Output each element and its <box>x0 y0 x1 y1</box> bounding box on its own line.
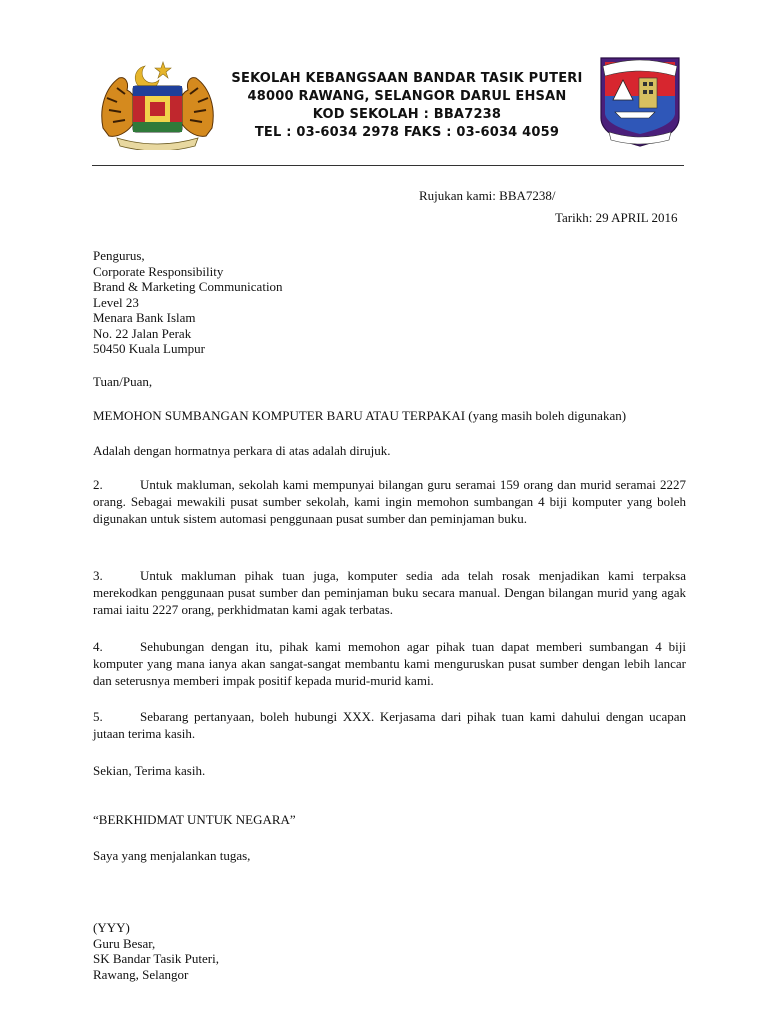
signatory-line: (YYY) <box>93 920 130 935</box>
reference-number: Rujukan kami: BBA7238/ <box>419 188 556 203</box>
salutation: Tuan/Puan, <box>93 374 153 389</box>
recipient-line: 50450 Kuala Lumpur <box>93 341 205 356</box>
paragraph-number: 4. <box>93 639 103 654</box>
school-logo-icon <box>595 52 685 148</box>
recipient-line: Pengurus, <box>93 248 145 263</box>
closing-line: Sekian, Terima kasih. <box>93 763 206 778</box>
recipient-line: Brand & Marketing Communication <box>93 279 283 294</box>
paragraph-text: Untuk makluman, sekolah kami mempunyai bilangan guru seramai 159 orang dan murid seramai 2227 orang. Sebagai mewakili pusat sumber sekolah, kami ingin memohon sumbangan 4 biji komputer yang boleh digunakan untuk sistem automasi penggunaan pusat sumber dan peminjaman buku. <box>93 477 686 526</box>
school-phone-fax: TEL : 03-6034 2978 FAKS : 03-6034 4059 <box>254 125 560 140</box>
paragraph-2 <box>93 476 686 527</box>
letterhead-divider <box>92 165 684 166</box>
paragraph-number: 3. <box>93 568 103 583</box>
signatory-line: SK Bandar Tasik Puteri, <box>93 951 219 966</box>
school-address: 48000 RAWANG, SELANGOR DARUL EHSAN <box>247 89 567 104</box>
recipient-address <box>93 248 283 357</box>
signatory-line: Guru Besar, <box>93 935 156 951</box>
letter-subject: MEMOHON SUMBANGAN KOMPUTER BARU ATAU TERPAKAI (yang masih boleh digunakan) <box>93 408 627 423</box>
school-code: KOD SEKOLAH : BBA7238 <box>312 107 502 122</box>
recipient-line: No. 22 Jalan Perak <box>93 325 192 341</box>
paragraph-text: Untuk makluman pihak tuan juga, komputer sedia ada telah rosak menjadikan kami terpaksa merekodkan penggunaan pusat sumber dan peminjaman buku secara manual. Dengan bilangan murid yang agak ramai iaitu 2227 orang, perkhidmatan kami agak terbatas. <box>93 568 686 617</box>
motto: “BERKHIDMAT UNTUK NEGARA” <box>93 812 296 827</box>
paragraph-5 <box>93 708 686 742</box>
paragraph-text: Sehubungan dengan itu, pihak kami memohon agar pihak tuan dapat memberi sumbangan 4 biji komputer yang mana ianya akan sangat-sangat membantu kami menguruskan pusat sumber dengan lebih lancar dan seterusnya memberi impak positif kepada murid-murid kami. <box>93 639 686 688</box>
paragraph-3 <box>93 567 686 618</box>
sign-off: Saya yang menjalankan tugas, <box>93 848 251 863</box>
paragraph-number: 2. <box>93 477 103 492</box>
paragraph-4 <box>93 638 686 689</box>
recipient-line: Corporate Responsibility <box>93 263 224 279</box>
recipient-line: Level 23 <box>93 294 139 310</box>
signatory-line: Rawang, Selangor <box>93 966 189 982</box>
paragraph-text: Sebarang pertanyaan, boleh hubungi XXX. Kerjasama dari pihak tuan kami dahului dengan ucapan jutaan terima kasih. <box>93 709 686 741</box>
school-name: SEKOLAH KEBANGSAAN BANDAR TASIK PUTERI <box>231 71 583 86</box>
school-letterhead-text <box>222 70 592 142</box>
letter-date: Tarikh: 29 APRIL 2016 <box>555 210 678 225</box>
paragraph-number: 5. <box>93 709 103 724</box>
recipient-line: Menara Bank Islam <box>93 310 196 325</box>
intro-line: Adalah dengan hormatnya perkara di atas adalah dirujuk. <box>93 443 391 458</box>
signatory-block <box>93 920 219 982</box>
malaysia-coat-of-arms-icon <box>95 58 220 150</box>
letterhead <box>0 0 768 176</box>
